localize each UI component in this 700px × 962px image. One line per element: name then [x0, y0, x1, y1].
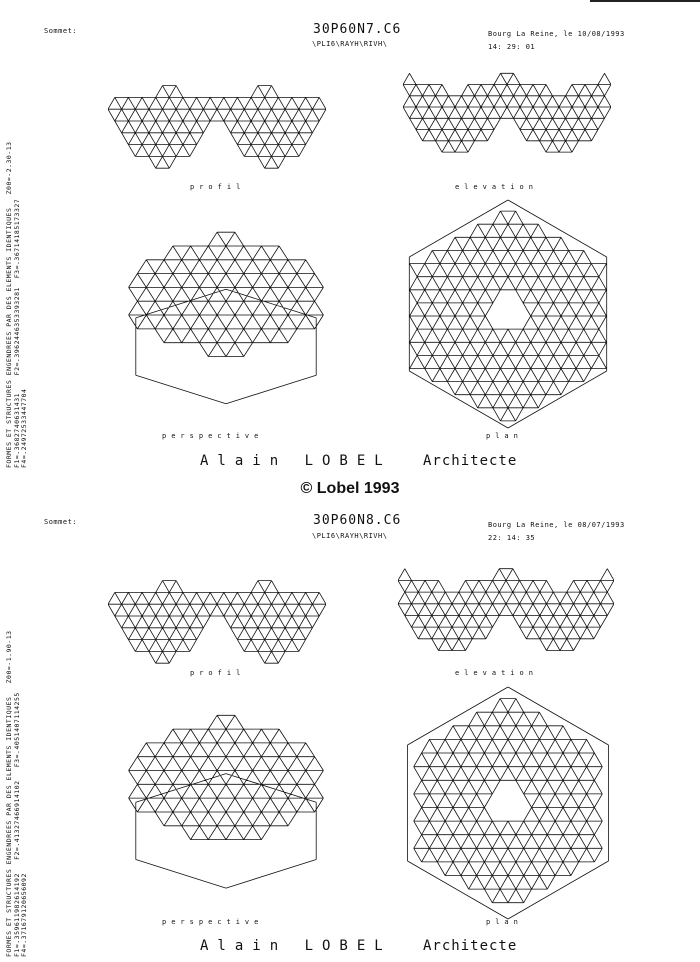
- place-date: Bourg La Reine, le 10/08/1993: [488, 30, 625, 38]
- architect-title: Architecte: [423, 453, 518, 469]
- elevation-label: elevation: [455, 669, 538, 677]
- copyright-notice: © Lobel 1993: [300, 480, 400, 497]
- model-path: \PLI6\RAYH\RIVH\: [312, 40, 388, 48]
- elevation-view: [403, 62, 611, 166]
- perspective-view: [102, 208, 350, 416]
- time-stamp: 22: 14: 35: [488, 534, 536, 542]
- profil-view: [108, 62, 326, 178]
- elevation-label: elevation: [455, 183, 538, 191]
- plan-label: plan: [486, 918, 523, 926]
- drawing-sheet-2: [0, 505, 700, 962]
- side-parameters: FORMES ET STRUCTURES ENGENDREES PAR DES ELEMENTS IDENTIQUES Z00=-1.90-13 F1=.359611982614192 F2=.41327466914102 F3=.4051407114255 F4=.371679120656092: [5, 630, 28, 957]
- model-code: 30P60N7.C6: [313, 22, 402, 37]
- profil-view: [108, 557, 326, 673]
- plan-view: [402, 198, 614, 430]
- plan-view: [398, 685, 618, 921]
- model-code: 30P60N8.C6: [313, 513, 402, 528]
- plan-label: plan: [486, 432, 523, 440]
- perspective-label: perspective: [162, 432, 264, 440]
- side-parameters: FORMES ET STRUCTURES ENGENDREES PAR DES ELEMENTS IDENTIQUES Z00=-2.30-13 F1=.3682740631431 F2=.3962446353393281 F3=.36714185173327 F4=.24972533447704: [5, 141, 28, 468]
- perspective-view: [102, 691, 350, 901]
- drawing-sheet-1: [0, 0, 700, 478]
- architect-title: Architecte: [423, 938, 518, 954]
- profil-label: profil: [190, 669, 246, 677]
- profil-label: profil: [190, 183, 246, 191]
- place-date: Bourg La Reine, le 08/07/1993: [488, 521, 625, 529]
- elevation-view: [398, 557, 614, 665]
- architect-name: Alain LOBEL: [200, 453, 392, 469]
- perspective-label: perspective: [162, 918, 264, 926]
- time-stamp: 14: 29: 01: [488, 43, 536, 51]
- model-path: \PLI6\RAYH\RIVH\: [312, 532, 388, 540]
- sommet-label: Sommet:: [44, 27, 78, 35]
- sommet-label: Sommet:: [44, 518, 78, 526]
- architect-name: Alain LOBEL: [200, 938, 392, 954]
